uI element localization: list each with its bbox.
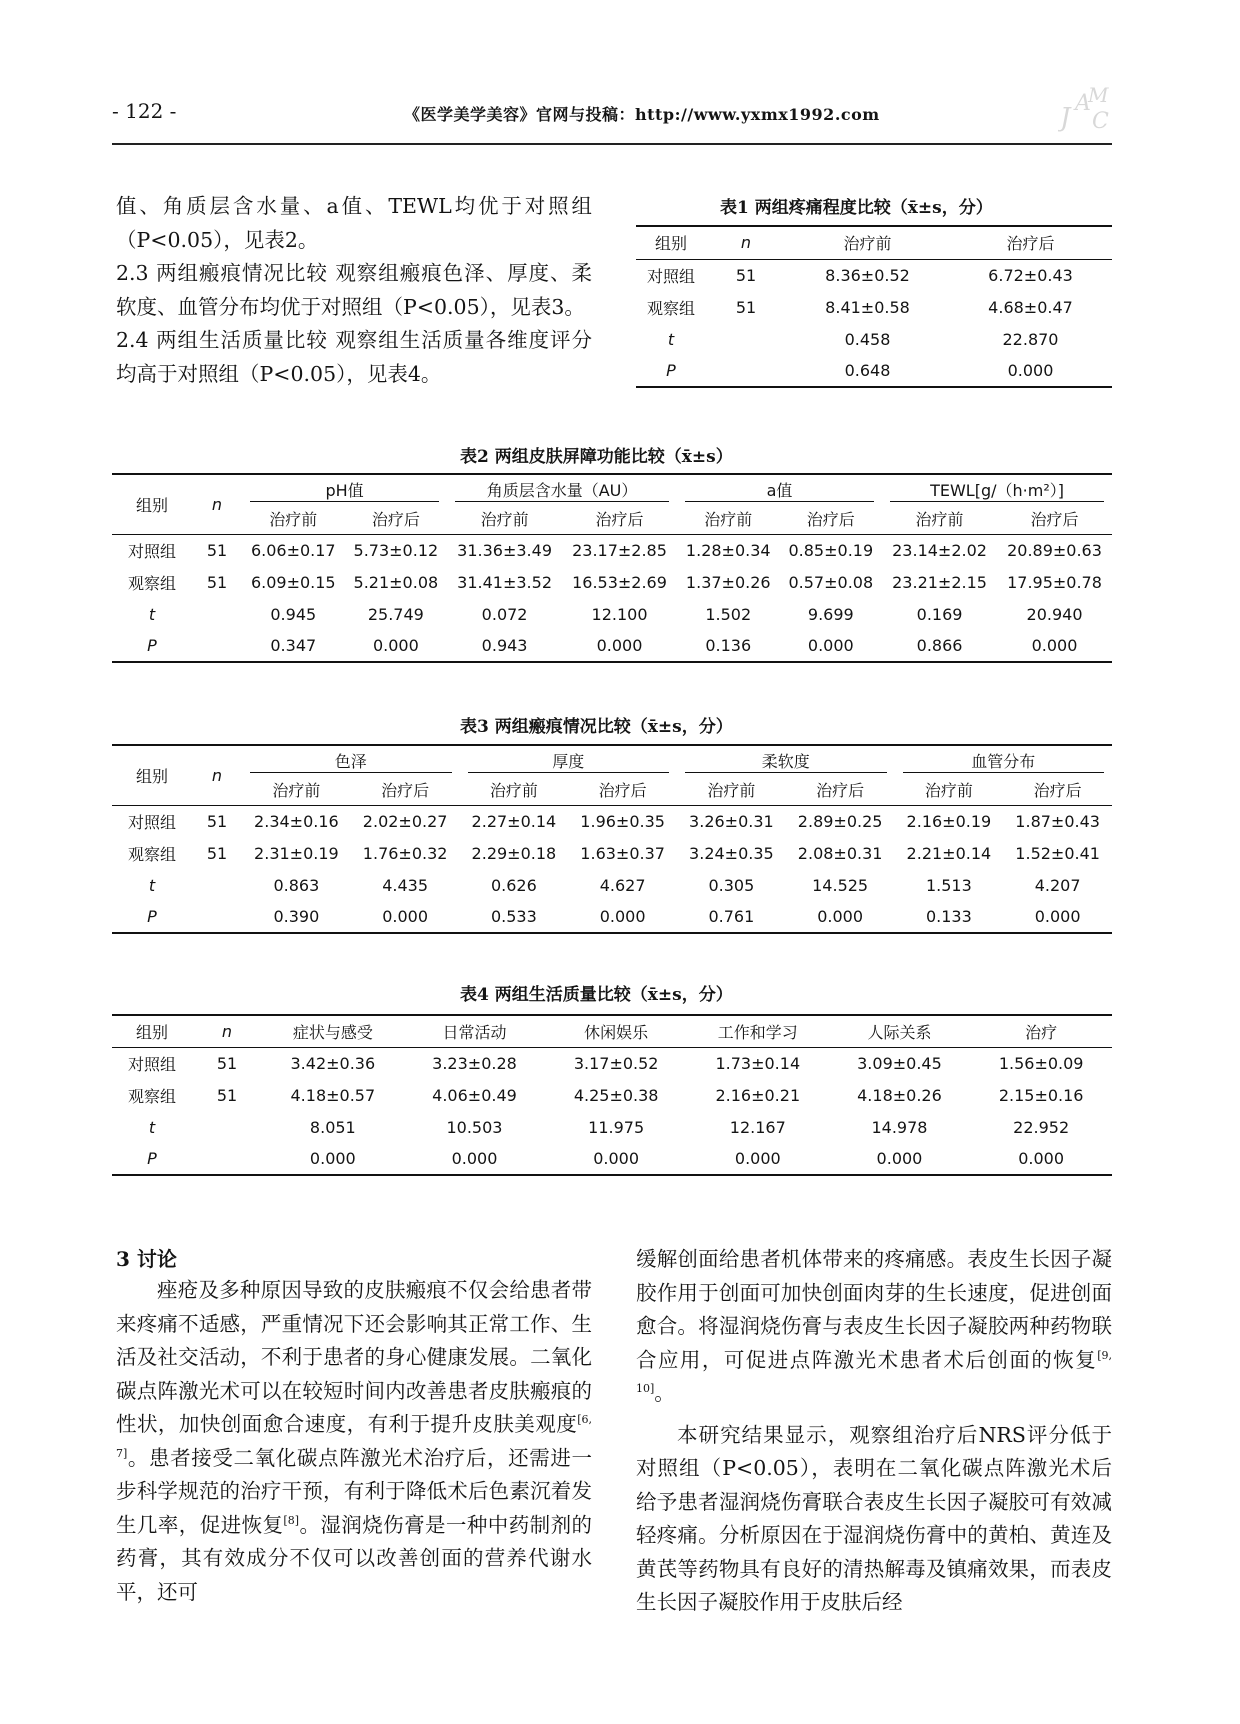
table-cell: 1.96±0.35 xyxy=(580,811,665,831)
table-cell: 对照组 xyxy=(127,541,176,561)
table4-header: n xyxy=(192,1015,262,1047)
table-cell: 2.31±0.19 xyxy=(254,843,339,863)
table4-header: 治疗 xyxy=(970,1015,1112,1047)
table3-group-header: 色泽 xyxy=(242,745,460,775)
table-cell: 1.63±0.37 xyxy=(580,843,665,863)
table-cell: 25.749 xyxy=(367,604,424,624)
table-cell: 0.169 xyxy=(916,604,963,624)
table-row xyxy=(112,837,1112,869)
table-cell: 观察组 xyxy=(127,1086,176,1106)
table-cell: 3.23±0.28 xyxy=(432,1053,517,1073)
table2 xyxy=(112,473,1112,663)
table-cell: 4.06±0.49 xyxy=(432,1085,517,1105)
table-cell: 1.37±0.26 xyxy=(685,572,771,592)
discussion-right-column xyxy=(636,1243,1112,1620)
table-cell: 0.000 xyxy=(568,901,677,933)
discussion-paragraph: 痤疮及多种原因导致的皮肤瘢痕不仅会给患者带来疼痛不适感，严重情况下还会影响其正常工作、生活及社交活动，不利于患者的身心健康发展。二氧化碳点阵激光术可以在较短时间内改善患者皮肤瘢痕的性状，加快创面愈合速度，有利于提升皮肤美观度[6, 7]。患者接受二氧化碳点阵激光术治疗后，还需进一步科学规范的治疗干预，有利于降低术后色素沉着发生几率，促进恢复[8]。湿润烧伤膏是一种中药制剂的药膏，其有效成分不仅可以改善创面的营养代谢水平，还可 xyxy=(116,1278,593,1604)
table-row xyxy=(112,598,1112,630)
table-cell: 0.648 xyxy=(786,355,949,387)
table-row xyxy=(112,1111,1112,1143)
citation: [6, 7] xyxy=(116,1413,592,1460)
table1-header: n xyxy=(706,226,786,259)
table-cell: 2.29±0.18 xyxy=(471,843,557,863)
table-cell: 1.56±0.09 xyxy=(998,1053,1084,1073)
table-cell: 0.390 xyxy=(242,901,351,933)
table-cell: 0.000 xyxy=(786,901,895,933)
table-cell: 0.000 xyxy=(545,1143,687,1175)
table-cell: P xyxy=(112,901,192,933)
table4-caption: 表4 两组生活质量比较（x̄±s，分） xyxy=(460,985,733,1005)
results-2-4: 2.4 两组生活质量比较 观察组生活质量各维度评分均高于对照组（P<0.05），见表4。 xyxy=(116,328,592,386)
journal-header: 《医学美学美容》官网与投稿：http://www.yxmx1992.com xyxy=(404,105,880,124)
table-cell: t xyxy=(148,1117,156,1137)
journal-logo-icon xyxy=(1058,80,1116,138)
table-cell: 51 xyxy=(216,1053,238,1073)
table2-group-header: a值 xyxy=(677,474,882,504)
table-cell: 6.09±0.15 xyxy=(250,572,336,592)
svg-text:M: M xyxy=(1088,83,1109,107)
table3-sub-header: 治疗后 xyxy=(351,775,460,805)
table-cell: t xyxy=(148,604,156,624)
table-cell: 4.18±0.57 xyxy=(290,1085,376,1105)
table-cell: 4.18±0.26 xyxy=(857,1085,942,1105)
table-cell: 0.000 xyxy=(949,355,1112,387)
table4-header: 人际关系 xyxy=(829,1015,971,1047)
table-cell xyxy=(192,598,242,630)
table-cell: 观察组 xyxy=(127,573,176,593)
table2-sub-header: 治疗前 xyxy=(882,504,997,534)
table-cell: 51 xyxy=(206,540,228,560)
table-cell: 3.26±0.31 xyxy=(689,811,774,831)
table-cell: 0.133 xyxy=(895,901,1004,933)
table3-sub-header: 治疗后 xyxy=(568,775,677,805)
table-cell: 4.68±0.47 xyxy=(988,297,1073,317)
table-cell: 0.57±0.08 xyxy=(788,572,874,592)
table-cell: 0.000 xyxy=(562,630,677,662)
table3-group-header: 厚度 xyxy=(460,745,678,775)
table-cell: 0.945 xyxy=(270,604,317,624)
table-cell: 对照组 xyxy=(127,1054,176,1074)
table-cell: 3.42±0.36 xyxy=(290,1053,376,1073)
table4 xyxy=(112,1014,1112,1176)
table-cell: 对照组 xyxy=(127,812,176,832)
table-cell: 5.21±0.08 xyxy=(353,572,439,592)
table-cell: 0.000 xyxy=(351,901,460,933)
table-cell: 3.17±0.52 xyxy=(573,1053,659,1073)
table-cell: 51 xyxy=(735,297,757,317)
table-row xyxy=(112,566,1112,598)
table-cell: 1.76±0.32 xyxy=(362,843,448,863)
table2-group-header: TEWL[g/（h·m²）] xyxy=(882,474,1112,504)
table3-sub-header: 治疗后 xyxy=(1003,775,1112,805)
table4-header: 休闲娱乐 xyxy=(545,1015,687,1047)
table-cell: 0.000 xyxy=(970,1143,1112,1175)
table-cell: 23.17±2.85 xyxy=(572,540,667,560)
table-cell: 51 xyxy=(206,843,228,863)
table2-sub-header: 治疗后 xyxy=(997,504,1112,534)
table-cell: t xyxy=(148,875,156,895)
table-cell: 0.626 xyxy=(490,875,537,895)
table-cell: P xyxy=(112,630,192,662)
table2-sub-header: 治疗后 xyxy=(562,504,677,534)
discussion-paragraph: 本研究结果显示，观察组治疗后NRS评分低于对照组（P<0.05），表明在二氧化碳点阵激光术后给予患者湿润烧伤膏联合表皮生长因子凝胶可有效减轻疼痛。分析原因在于湿润烧伤膏中的黄柏、黄连及黄芪等药物具有良好的清热解毒及镇痛效果，而表皮生长因子凝胶作用于皮肤后经 xyxy=(636,1422,1112,1614)
table4-header: 组别 xyxy=(112,1015,192,1047)
table-cell: 22.870 xyxy=(1002,329,1059,349)
table-row xyxy=(112,1079,1112,1111)
table3-group-header: 柔软度 xyxy=(677,745,895,775)
table1 xyxy=(636,225,1112,388)
table2-sub-header: 治疗后 xyxy=(345,504,448,534)
table-cell: 31.41±3.52 xyxy=(457,572,552,592)
table-cell: 0.000 xyxy=(780,630,883,662)
table-cell: 0.943 xyxy=(447,630,562,662)
table-cell: 51 xyxy=(735,265,757,285)
table-cell: 0.85±0.19 xyxy=(788,540,874,560)
table-cell: 3.09±0.45 xyxy=(857,1053,942,1073)
table-cell: 1.502 xyxy=(705,604,752,624)
citation: [9, 10] xyxy=(636,1348,1112,1396)
table-cell: t xyxy=(667,329,675,349)
table2-sub-header: 治疗后 xyxy=(780,504,883,534)
table-cell: 51 xyxy=(206,811,228,831)
page-number: - 122 - xyxy=(112,99,177,123)
table-row xyxy=(112,805,1112,837)
table-cell: 0.000 xyxy=(345,630,448,662)
table-cell xyxy=(192,1143,262,1175)
table-cell: 2.21±0.14 xyxy=(906,843,992,863)
table1-caption: 表1 两组疼痛程度比较（x̄±s，分） xyxy=(720,198,993,218)
table-cell: 5.73±0.12 xyxy=(353,540,439,560)
table3-caption: 表3 两组瘢痕情况比较（x̄±s，分） xyxy=(460,717,733,737)
discussion-left-column xyxy=(116,1274,592,1609)
header-rule xyxy=(112,143,1112,145)
table-cell: 2.16±0.21 xyxy=(715,1085,801,1105)
table-cell: 2.15±0.16 xyxy=(998,1085,1084,1105)
table-cell: 51 xyxy=(216,1085,238,1105)
table-cell: 14.525 xyxy=(812,875,869,895)
table2-group-header: 角质层含水量（AU） xyxy=(447,474,677,504)
results-2-3: 2.3 两组瘢痕情况比较 观察组瘢痕色泽、厚度、柔软度、血管分布均优于对照组（P<0.05），见表3。 xyxy=(116,261,592,319)
results-text xyxy=(116,190,592,391)
table-cell: 2.02±0.27 xyxy=(362,811,448,831)
table-cell: 11.975 xyxy=(588,1117,645,1137)
table-cell: 51 xyxy=(206,572,228,592)
table3-sub-header: 治疗前 xyxy=(242,775,351,805)
table-cell: 4.435 xyxy=(382,875,429,895)
table-cell: 0.000 xyxy=(997,630,1112,662)
table3-sub-header: 治疗前 xyxy=(895,775,1004,805)
table-cell xyxy=(192,1111,262,1143)
table3-sub-header: 治疗后 xyxy=(786,775,895,805)
table-cell: 观察组 xyxy=(127,844,176,864)
table-row xyxy=(636,291,1112,323)
citation: [8] xyxy=(283,1513,300,1527)
table-cell: 8.051 xyxy=(309,1117,356,1137)
table-cell: 22.952 xyxy=(1013,1117,1070,1137)
table-cell: 对照组 xyxy=(646,266,695,286)
table-row xyxy=(636,259,1112,291)
table-cell: 1.28±0.34 xyxy=(685,540,771,560)
table-cell: 0.863 xyxy=(273,875,320,895)
svg-text:C: C xyxy=(1092,109,1109,134)
table4-header: 日常活动 xyxy=(404,1015,546,1047)
table-cell: 0.761 xyxy=(677,901,786,933)
table-cell: 4.207 xyxy=(1034,875,1081,895)
table1-header: 治疗前 xyxy=(786,226,949,259)
table-cell: 2.27±0.14 xyxy=(471,811,557,831)
table-cell: 9.699 xyxy=(807,604,854,624)
table3-group-header: 血管分布 xyxy=(895,745,1113,775)
table-cell: 0.000 xyxy=(404,1143,546,1175)
table-row xyxy=(112,630,1112,662)
table-cell: 2.89±0.25 xyxy=(797,811,883,831)
table-cell: 20.940 xyxy=(1026,604,1083,624)
table-cell: 0.347 xyxy=(242,630,345,662)
table-row xyxy=(112,1143,1112,1175)
table-cell: 1.87±0.43 xyxy=(1015,811,1100,831)
table-cell: 12.167 xyxy=(729,1117,786,1137)
table-row xyxy=(112,901,1112,933)
table-cell: 0.136 xyxy=(677,630,780,662)
table4-header: 工作和学习 xyxy=(687,1015,829,1047)
discussion-paragraph: 缓解创面给患者机体带来的疼痛感。表皮生长因子凝胶作用于创面可加快创面肉芽的生长速度，促进创面愈合。将湿润烧伤膏与表皮生长因子凝胶两种药物联合应用，可促进点阵激光术患者术后创面的恢复[9, 10]。 xyxy=(636,1247,1112,1405)
table-cell: 0.000 xyxy=(262,1143,404,1175)
table4-header: 症状与感受 xyxy=(262,1015,404,1047)
table-cell: 1.73±0.14 xyxy=(715,1053,801,1073)
table-cell: 3.24±0.35 xyxy=(689,843,774,863)
table-row xyxy=(112,1047,1112,1079)
table3-header: 组别 xyxy=(112,745,192,805)
table-cell xyxy=(706,323,786,355)
table-row xyxy=(636,323,1112,355)
table2-header: n xyxy=(192,474,242,534)
table-cell: 10.503 xyxy=(446,1117,503,1137)
table-cell: 1.513 xyxy=(925,875,972,895)
table-row xyxy=(636,355,1112,387)
svg-text:A: A xyxy=(1075,91,1091,116)
table2-group-header: pH值 xyxy=(242,474,447,504)
table-cell: 20.89±0.63 xyxy=(1007,540,1102,560)
results-paragraph: 值、角质层含水量、a值、TEWL均优于对照组（P<0.05），见表2。 xyxy=(116,194,592,252)
table-cell xyxy=(192,630,242,662)
table3-sub-header: 治疗前 xyxy=(677,775,786,805)
svg-text:J: J xyxy=(1060,103,1071,133)
table-cell: 4.627 xyxy=(599,875,646,895)
table-cell: 8.36±0.52 xyxy=(825,265,910,285)
table-cell: P xyxy=(636,355,706,387)
table-row xyxy=(112,534,1112,566)
table-cell: 1.52±0.41 xyxy=(1015,843,1100,863)
table-cell: 31.36±3.49 xyxy=(457,540,552,560)
table-cell: 2.08±0.31 xyxy=(797,843,883,863)
table-cell: 12.100 xyxy=(591,604,648,624)
table-cell: 17.95±0.78 xyxy=(1007,572,1102,592)
table3-sub-header: 治疗前 xyxy=(460,775,569,805)
table-cell: 0.533 xyxy=(460,901,569,933)
table1-header: 治疗后 xyxy=(949,226,1112,259)
table-cell: 23.21±2.15 xyxy=(892,572,987,592)
table3 xyxy=(112,744,1112,934)
table-cell xyxy=(192,901,242,933)
table-cell: 0.000 xyxy=(687,1143,829,1175)
table-cell: 2.34±0.16 xyxy=(254,811,339,831)
table-cell: 0.072 xyxy=(481,604,528,624)
table-cell xyxy=(192,869,242,901)
table-cell: 观察组 xyxy=(646,298,695,318)
table-cell: P xyxy=(112,1143,192,1175)
table-cell xyxy=(706,355,786,387)
table-cell: 23.14±2.02 xyxy=(892,540,987,560)
table-cell: 6.72±0.43 xyxy=(988,265,1073,285)
table-cell: 0.000 xyxy=(829,1143,971,1175)
table-cell: 6.06±0.17 xyxy=(250,540,336,560)
table2-sub-header: 治疗前 xyxy=(447,504,562,534)
table-cell: 0.305 xyxy=(708,875,755,895)
table-cell: 2.16±0.19 xyxy=(906,811,992,831)
table2-sub-header: 治疗前 xyxy=(242,504,345,534)
table-cell: 4.25±0.38 xyxy=(573,1085,659,1105)
table-cell: 0.000 xyxy=(1003,901,1112,933)
table-row xyxy=(112,869,1112,901)
table-cell: 14.978 xyxy=(871,1117,928,1137)
table2-sub-header: 治疗前 xyxy=(677,504,780,534)
table-cell: 16.53±2.69 xyxy=(572,572,667,592)
table1-header: 组别 xyxy=(636,226,706,259)
table-cell: 0.458 xyxy=(844,329,891,349)
table2-caption: 表2 两组皮肤屏障功能比较（x̄±s） xyxy=(460,447,733,467)
table3-header: n xyxy=(192,745,242,805)
table2-header: 组别 xyxy=(112,474,192,534)
section-heading: 3 讨论 xyxy=(116,1247,177,1271)
table-cell: 8.41±0.58 xyxy=(825,297,910,317)
table-cell: 0.866 xyxy=(882,630,997,662)
